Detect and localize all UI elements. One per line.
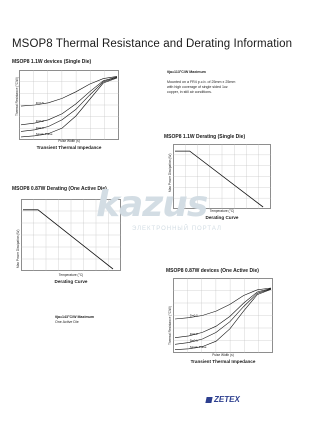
chart-4-caption: Transient Thermal Impedance (190, 359, 256, 364)
chart-4-ylabel: Thermal Resistance (°C/W) (168, 306, 172, 345)
page-title: MSOP8 Thermal Resistance and Derating Information (12, 38, 293, 50)
chart-1-ylabel: Thermal Resistance (°C/W) (15, 77, 19, 116)
chart-3-xlabel: Temperature (°C) (58, 273, 84, 277)
zetex-mark-icon (205, 397, 212, 403)
chart-1-series-label-0: D=0.5 (35, 101, 44, 105)
chart-4-xlabel: Pulse Width (s) (212, 353, 234, 357)
chart-1-series-label-1: D=0.2 (35, 119, 44, 124)
chart-3-ylabel: Max Power Dissipation (W) (16, 229, 20, 268)
chart-2-xlabel: Temperature (°C) (209, 209, 235, 213)
chart-2-caption: Derating Curve (205, 215, 239, 220)
chart-1-series-label-3: Single Pulse (35, 131, 53, 136)
section-heading-3: MSOP8 0.87W Derating (One Active Die) (12, 186, 107, 192)
watermark-subtitle: ЭЛЕКТРОННЫЙ ПОРТАЛ (132, 226, 222, 232)
chart-1 (19, 70, 119, 140)
note-2 (55, 315, 145, 325)
section-heading-1: MSOP8 1.1W devices (Single Die) (12, 59, 92, 65)
note-1-heading: θja=113°C/W Maximum (167, 70, 206, 74)
brand-name: ZETEX (214, 395, 240, 404)
chart-4-series-label-2: D=0.1 (189, 338, 198, 343)
chart-1-series-label-2: D=0.1 (35, 125, 44, 130)
chart-1-xlabel: Pulse Width (s) (58, 139, 80, 143)
note-1 (167, 70, 237, 95)
chart-4-series-label-3: Single Pulse (189, 344, 207, 349)
chart-4-series-label-0: D=0.5 (189, 313, 198, 318)
section-heading-4: MSOP8 0.87W devices (One Active Die) (166, 268, 259, 274)
note-2-heading: θja=143°C/W Maximum (55, 315, 95, 319)
chart-4 (173, 278, 273, 353)
watermark-logo: kazus (96, 184, 208, 225)
note-1-body: Mounted on a FR4 p.c.b. of 25mm x 25mm with high coverage of single sided 1oz copper, in still air conditions. (167, 80, 236, 94)
section-heading-2: MSOP8 1.1W Derating (Single Die) (164, 134, 246, 140)
chart-4-series-label-1: D=0.2 (189, 331, 198, 336)
chart-3-caption: Derating Curve (54, 279, 88, 284)
chart-1-caption: Transient Thermal Impedance (36, 145, 102, 150)
zetex-logo (206, 395, 240, 404)
note-2-body: One Active Die (55, 320, 79, 324)
chart-2-ylabel: Max Power Dissipation (W) (168, 153, 172, 192)
